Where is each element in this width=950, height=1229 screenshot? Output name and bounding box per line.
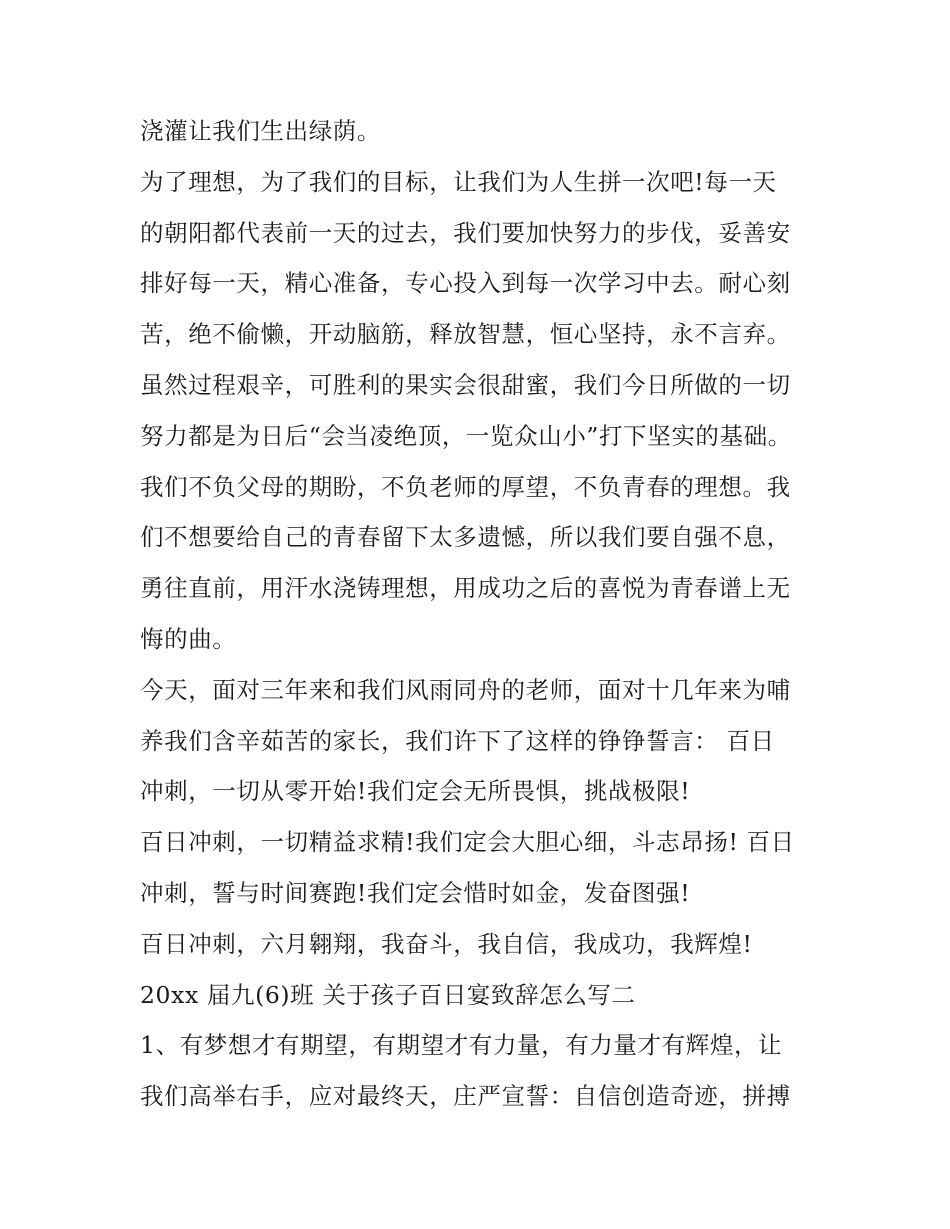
- text-line: 今天，面对三年来和我们风雨同舟的老师，面对十几年来为哺: [140, 675, 791, 704]
- text-line: 我们高举右手，应对最终天，庄严宣誓：自信创造奇迹，拼搏: [140, 1082, 791, 1111]
- text-line: 冲刺，一切从零开始!我们定会无所畏惧，挑战极限!: [140, 777, 691, 806]
- text-line: 排好每一天，精心准备，专心投入到每一次学习中去。耐心刻: [140, 269, 791, 298]
- text-line: 我们不负父母的期盼，不负老师的厚望，不负青春的理想。我: [140, 472, 791, 501]
- section-heading: 20xx 届九(6)班 关于孩子百日宴致辞怎么写二: [140, 980, 636, 1009]
- text-line: 养我们含辛茹苦的家长，我们许下了这样的铮铮誓言： 百日: [140, 726, 775, 755]
- text-line: 百日冲刺，六月翱翔，我奋斗，我自信，我成功，我辉煌!: [140, 929, 753, 958]
- text-line: 浇灌让我们生出绿荫。: [140, 117, 381, 145]
- text-line: 的朝阳都代表前一天的过去，我们要加快努力的步伐，妥善安: [140, 218, 791, 247]
- document-body: [140, 106, 820, 1122]
- text-line: 勇往直前，用汗水浇铸理想，用成功之后的喜悦为青春谱上无: [140, 574, 791, 603]
- text-line: 1、有梦想才有期望，有期望才有力量，有力量才有辉煌，让: [140, 1031, 783, 1060]
- text-line: 悔的曲。: [140, 624, 237, 653]
- text-line: 苦，绝不偷懒，开动脑筋，释放智慧，恒心坚持，永不言弃。: [140, 320, 791, 349]
- text-line: 努力都是为日后“会当凌绝顶，一览众山小”打下坚实的基础。: [140, 421, 792, 450]
- text-line: 为了理想，为了我们的目标，让我们为人生拼一次吧!每一天: [140, 167, 777, 196]
- text-line: 们不想要给自己的青春留下太多遗憾，所以我们要自强不息，: [140, 523, 791, 552]
- text-line: 冲刺，誓与时间赛跑!我们定会惜时如金，发奋图强!: [140, 878, 691, 907]
- text-line: 虽然过程艰辛，可胜利的果实会很甜蜜，我们今日所做的一切: [140, 370, 791, 399]
- text-line: 百日冲刺，一切精益求精!我们定会大胆心细，斗志昂扬! 百日: [140, 828, 795, 857]
